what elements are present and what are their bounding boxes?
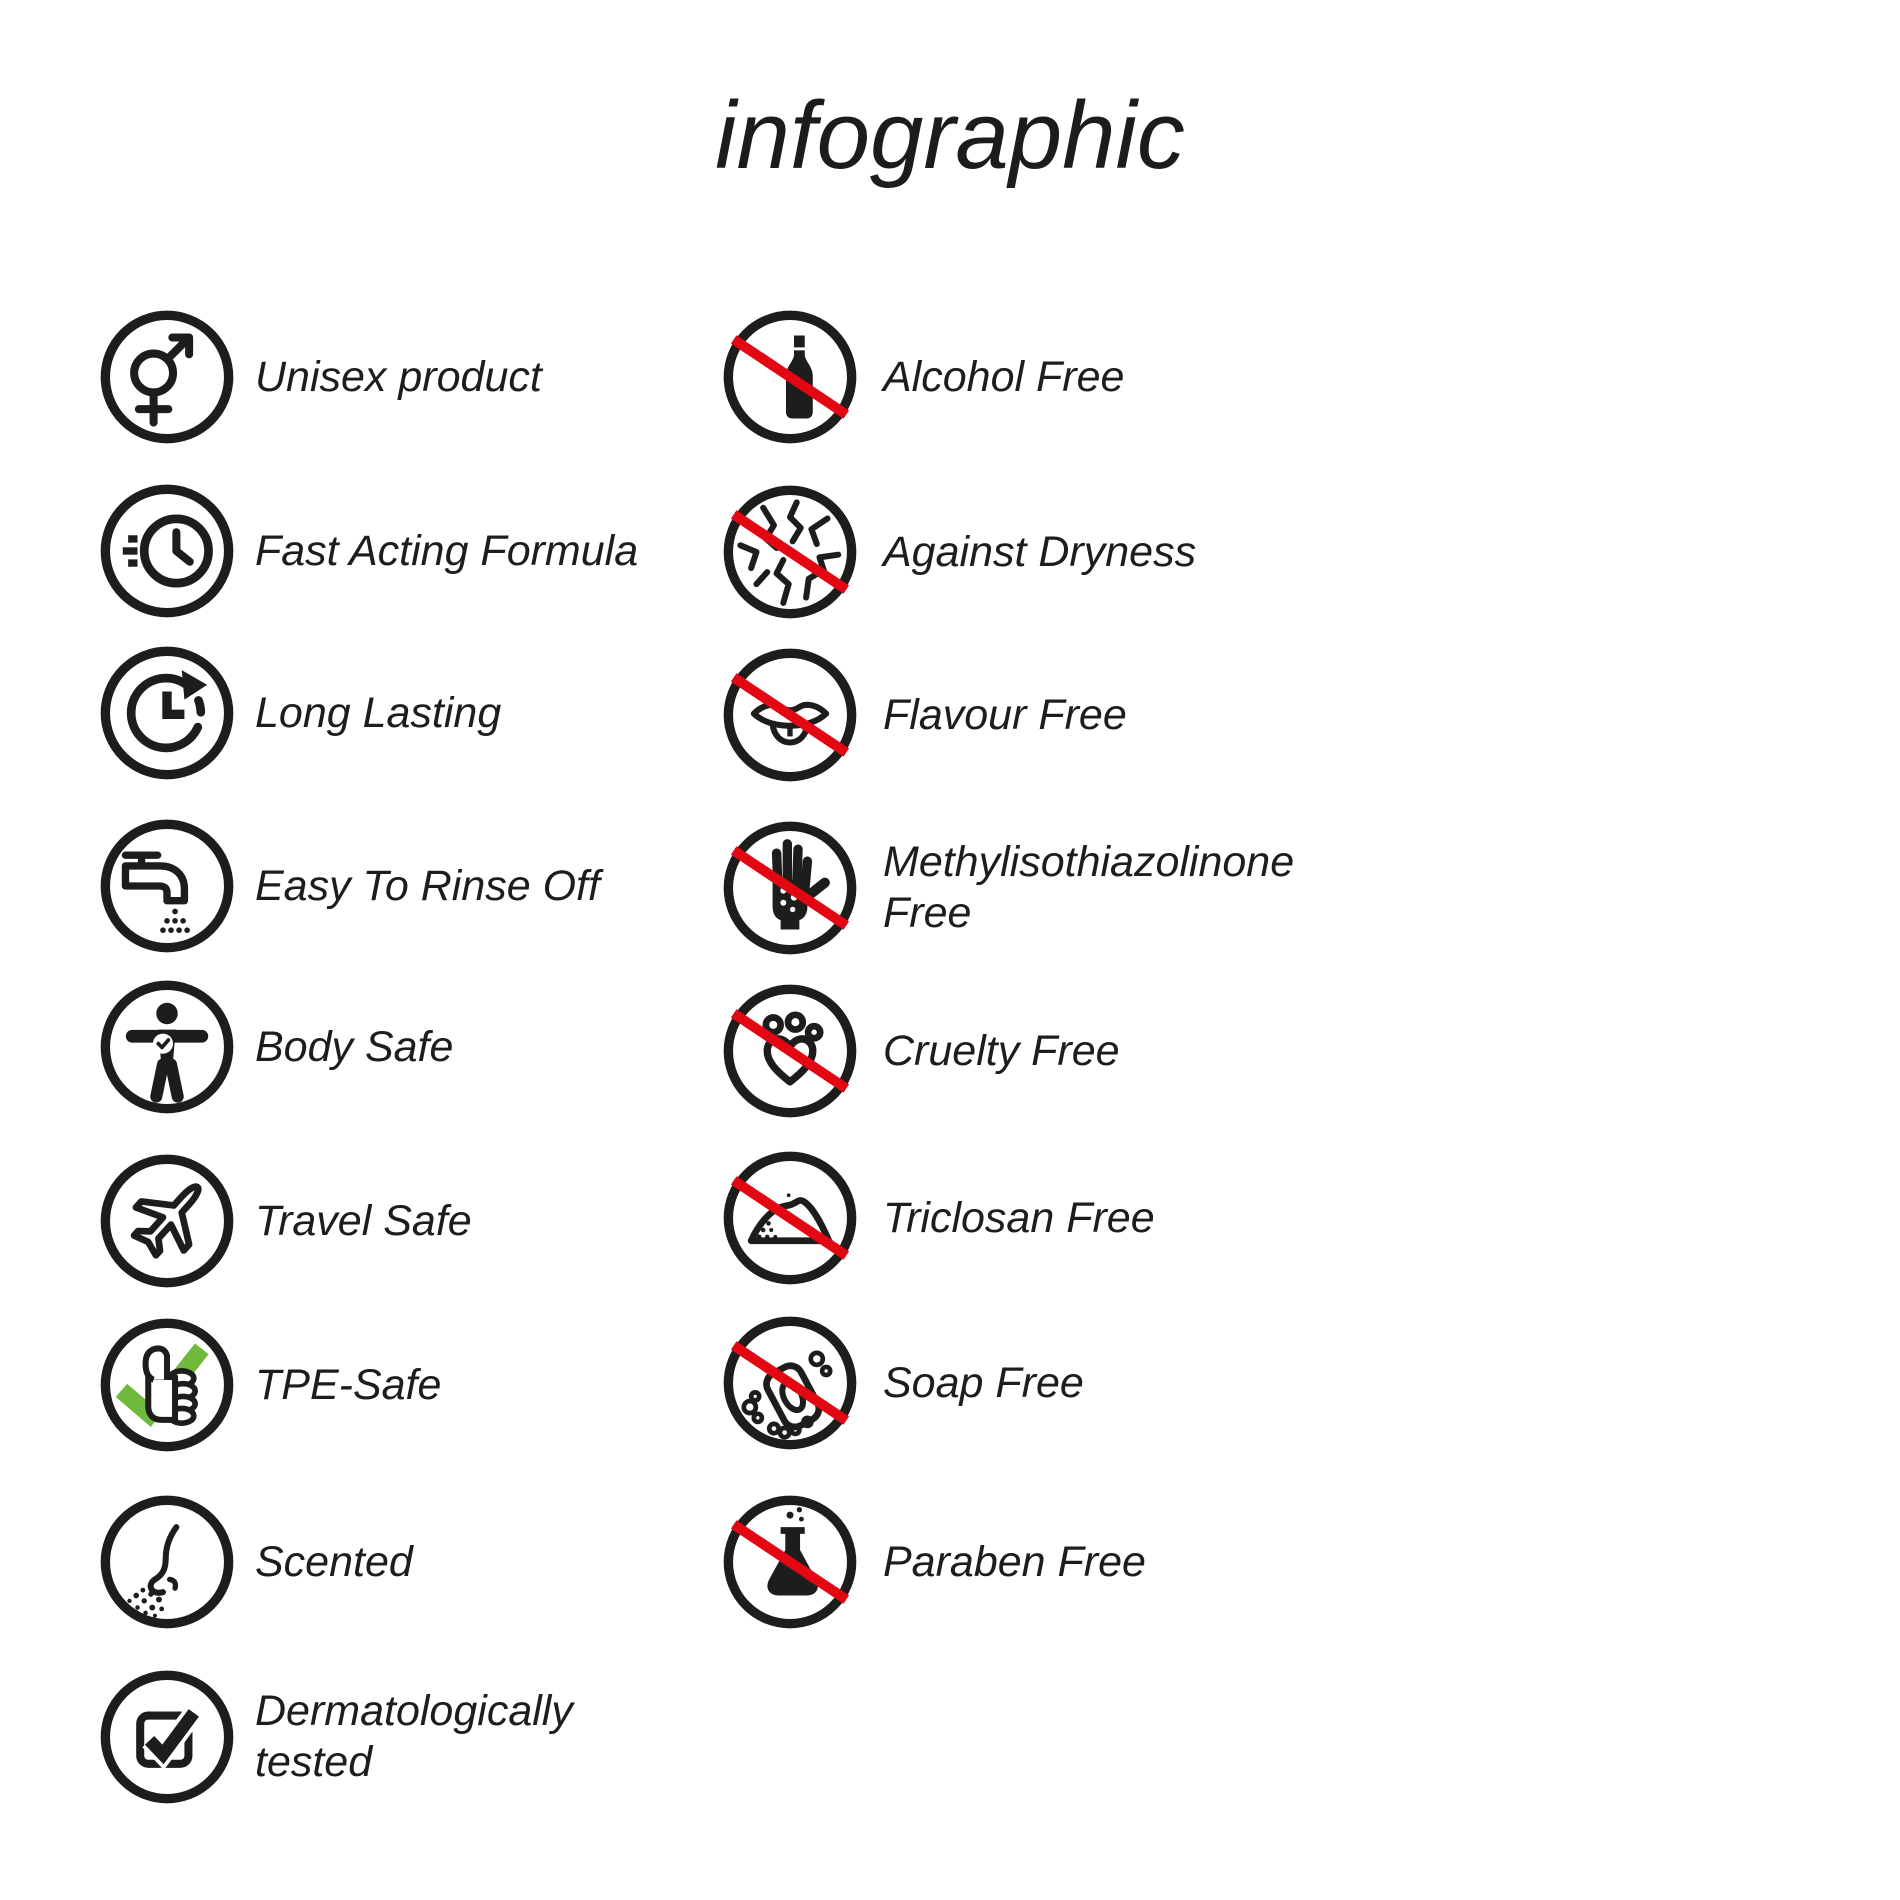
soap-free-icon xyxy=(723,1316,857,1450)
triclosan-free-icon xyxy=(723,1151,857,1285)
paraben-free-icon xyxy=(723,1495,857,1629)
tpe-safe-icon xyxy=(100,1318,234,1452)
feature-label: TPE-Safe xyxy=(255,1360,442,1409)
feature-row-against-dryness xyxy=(723,477,1196,627)
feature-label: Methylisothiazolinone Free xyxy=(883,838,1295,937)
feature-row-triclosan-free xyxy=(723,1143,1155,1293)
feature-label: Alcohol Free xyxy=(883,352,1125,401)
feature-row-tpe-safe xyxy=(100,1310,441,1460)
feature-label: Body Safe xyxy=(255,1022,454,1071)
feature-row-mit-free xyxy=(723,813,1383,963)
feature-row-body-safe xyxy=(100,972,453,1122)
feature-label: Paraben Free xyxy=(883,1537,1146,1586)
feature-label: Cruelty Free xyxy=(883,1026,1120,1075)
feature-label: Fast Acting Formula xyxy=(255,526,639,575)
feature-label: Long Lasting xyxy=(255,688,502,737)
feature-label: Scented xyxy=(255,1537,413,1586)
alcohol-free-icon xyxy=(723,310,857,444)
feature-row-flavour-free xyxy=(723,640,1127,790)
scented-icon xyxy=(100,1495,234,1629)
feature-row-rinse-off xyxy=(100,811,600,961)
feature-row-travel-safe xyxy=(100,1146,472,1296)
page-title: infographic xyxy=(715,82,1185,189)
fast-acting-icon xyxy=(100,484,234,618)
feature-label: Against Dryness xyxy=(883,527,1197,576)
feature-label: Flavour Free xyxy=(883,690,1127,739)
feature-label: Travel Safe xyxy=(255,1196,472,1245)
rinse-off-icon xyxy=(100,819,234,953)
cruelty-free-icon xyxy=(723,984,857,1118)
feature-row-fast-acting xyxy=(100,476,638,626)
feature-label: Unisex product xyxy=(255,352,542,401)
flavour-free-icon xyxy=(723,648,857,782)
unisex-icon xyxy=(100,310,234,444)
derma-tested-icon xyxy=(100,1670,234,1804)
feature-row-unisex xyxy=(100,302,542,452)
feature-row-paraben-free xyxy=(723,1487,1146,1637)
feature-row-soap-free xyxy=(723,1308,1084,1458)
feature-row-cruelty-free xyxy=(723,976,1120,1126)
feature-label: Triclosan Free xyxy=(883,1193,1155,1242)
travel-safe-icon xyxy=(100,1154,234,1288)
mit-free-icon xyxy=(723,821,857,955)
against-dryness-icon xyxy=(723,485,857,619)
feature-label: Easy To Rinse Off xyxy=(255,861,600,910)
feature-row-scented xyxy=(100,1487,413,1637)
feature-row-derma-tested xyxy=(100,1662,645,1812)
body-safe-icon xyxy=(100,980,234,1114)
feature-label: Soap Free xyxy=(883,1358,1084,1407)
feature-row-long-lasting xyxy=(100,638,501,788)
feature-label: Dermatologically tested xyxy=(255,1687,573,1786)
feature-row-alcohol-free xyxy=(723,302,1124,452)
long-lasting-icon xyxy=(100,646,234,780)
